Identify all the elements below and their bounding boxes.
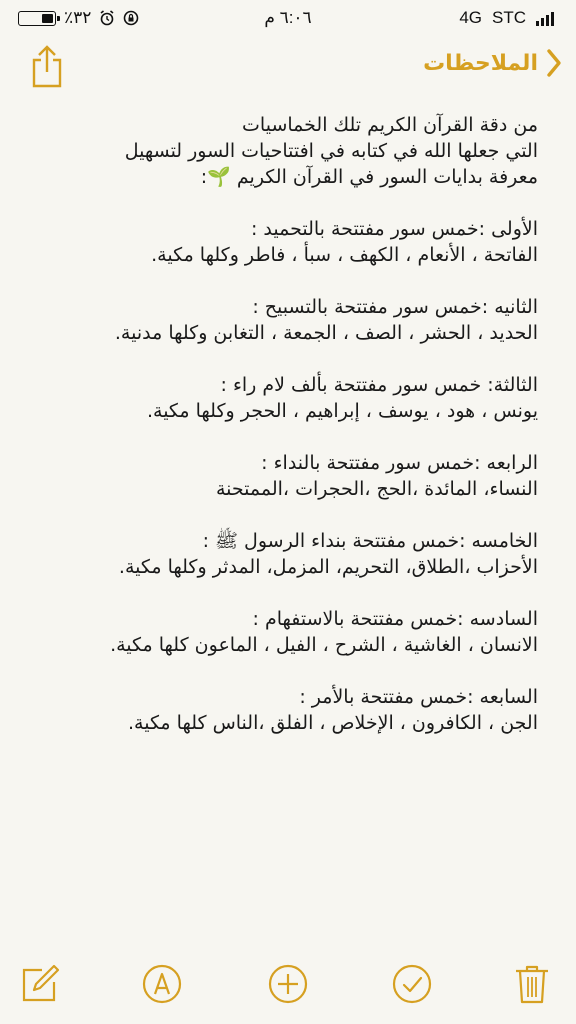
status-time: ٦:٠٦ م xyxy=(264,8,312,27)
trash-icon xyxy=(510,962,554,1006)
section-heading: الثانيه :خمس سور مفتتحة بالتسبيح : xyxy=(252,296,538,318)
status-right xyxy=(459,8,554,28)
section-heading: الرابعه :خمس سور مفتتحة بالنداء : xyxy=(261,452,538,474)
compose-icon xyxy=(18,962,62,1006)
section-body: النساء، المائدة ،الحج ،الحجرات ،الممتحنة xyxy=(215,478,538,500)
network-type: 4G xyxy=(459,8,482,27)
section-body: الأحزاب ،الطلاق، التحريم، المزمل، المدثر وكلها مكية. xyxy=(118,556,538,578)
compose-button[interactable] xyxy=(18,962,62,1006)
section-heading: السادسه :خمس مفتتحة بالاستفهام : xyxy=(252,608,538,630)
back-label: الملاحظات xyxy=(423,50,538,76)
note-section-3 xyxy=(28,372,538,424)
section-body: الجن ، الكافرون ، الإخلاص ، الفلق ،الناس كلها مكية. xyxy=(127,712,538,734)
carrier-name: STC xyxy=(492,8,526,27)
add-button[interactable] xyxy=(266,962,310,1006)
note-section-2 xyxy=(28,294,538,346)
share-button[interactable] xyxy=(30,44,64,92)
trash-button[interactable] xyxy=(510,962,554,1006)
note-line: التي جعلها الله في كتابه في افتتاحيات السور لتسهيل xyxy=(124,140,538,162)
battery-percent: ٪٣٢ xyxy=(64,8,92,27)
section-heading: الأولى :خمس سور مفتتحة بالتحميد : xyxy=(250,218,538,240)
nav-bar xyxy=(0,36,576,96)
status-bar xyxy=(0,0,576,36)
note-line: من دقة القرآن الكريم تلك الخماسيات xyxy=(242,114,538,136)
back-button[interactable] xyxy=(423,48,562,78)
note-body[interactable] xyxy=(28,112,538,762)
note-section-4 xyxy=(28,450,538,502)
share-icon xyxy=(30,44,64,88)
section-body: الحديد ، الحشر ، الصف ، الجمعة ، التغابن وكلها مدنية. xyxy=(114,322,538,344)
note-intro xyxy=(28,112,538,190)
section-heading: السابعه :خمس مفتتحة بالأمر : xyxy=(299,686,538,708)
note-section-6 xyxy=(28,606,538,658)
markup-icon xyxy=(140,962,184,1006)
section-body: الانسان ، الغاشية ، الشرح ، الفيل ، الماعون كلها مكية. xyxy=(110,634,538,656)
note-section-5 xyxy=(28,528,538,580)
chevron-back-icon xyxy=(546,48,562,78)
note-section-7 xyxy=(28,684,538,736)
markup-button[interactable] xyxy=(140,962,184,1006)
note-section-1 xyxy=(28,216,538,268)
checklist-icon xyxy=(390,962,434,1006)
section-body: يونس ، هود ، يوسف ، إبراهيم ، الحجر وكلها مكية. xyxy=(146,400,538,422)
bottom-toolbar xyxy=(0,944,576,1024)
section-body: الفاتحة ، الأنعام ، الكهف ، سبأ ، فاطر وكلها مكية. xyxy=(151,244,538,266)
section-heading: الثالثة: خمس سور مفتتحة بألف لام راء : xyxy=(220,374,538,396)
note-line: معرفة بدايات السور في القرآن الكريم 🌱: xyxy=(200,166,538,188)
add-icon xyxy=(266,962,310,1006)
checklist-button[interactable] xyxy=(390,962,434,1006)
section-heading: الخامسه :خمس مفتتحة بنداء الرسول ﷺ : xyxy=(202,530,538,552)
signal-icon xyxy=(536,11,554,26)
